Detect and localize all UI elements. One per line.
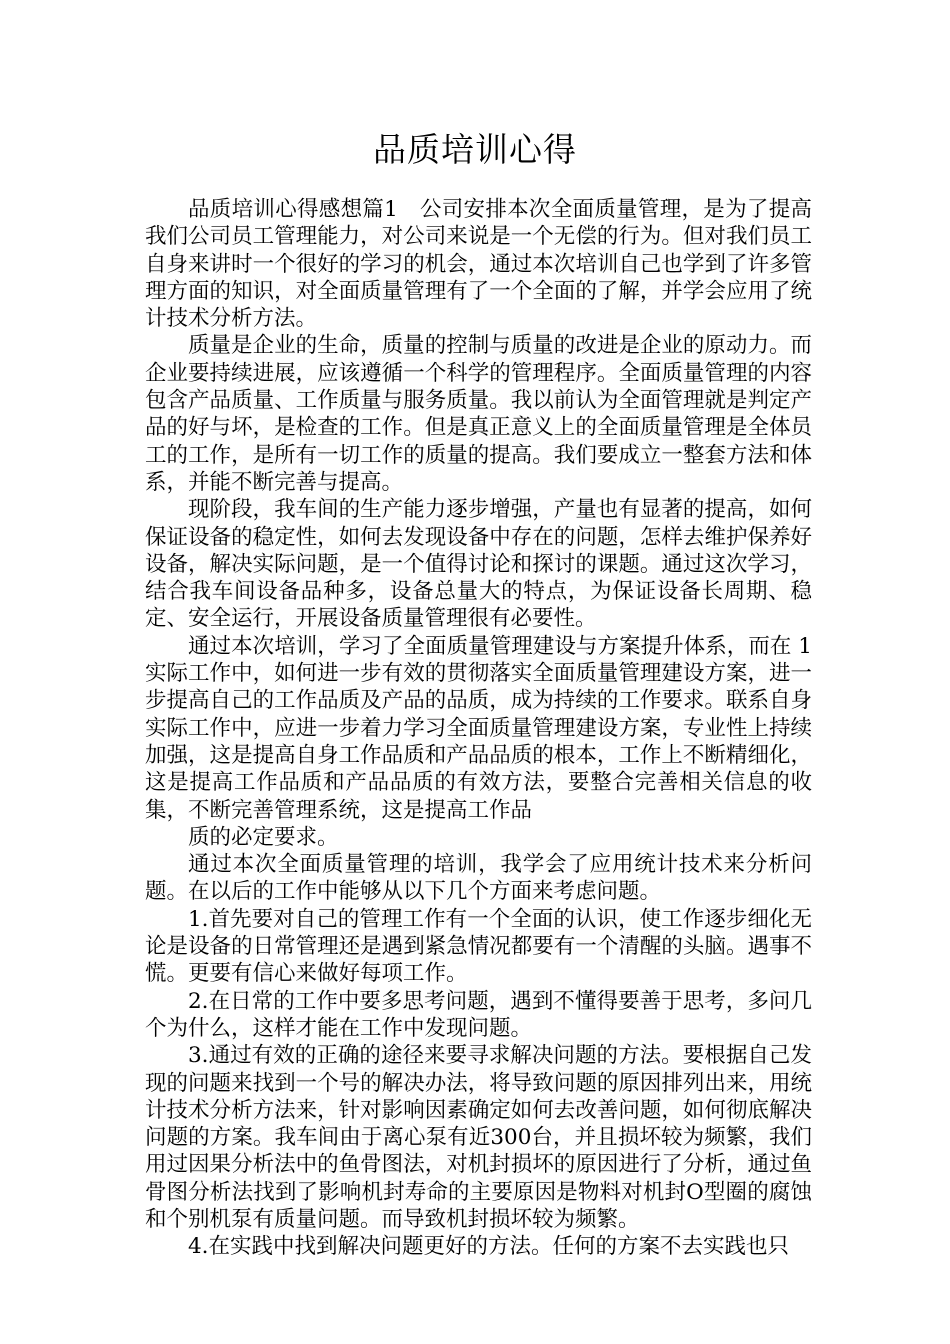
paragraph-5: 通过本次全面质量管理的培训，我学会了应用统计技术来分析问题。在以后的工作中能够从以下几个方面来考虑问题。 (145, 852, 812, 905)
document-body (145, 196, 812, 1261)
list-item-1: 1.首先要对自己的管理工作有一个全面的认识，使工作逐步细化无论是设备的日常管理还是遇到紧急情况都要有一个清醒的头脑。遇事不慌。更要有信心来做好每项工作。 (145, 906, 812, 987)
paragraph-3: 现阶段，我车间的生产能力逐步增强，产量也有显著的提高，如何保证设备的稳定性，如何去发现设备中存在的问题，怎样去维护保养好设备，解决实际问题，是一个值得讨论和探讨的课题。通过这次学习，结合我车间设备品种多，设备总量大的特点，为保证设备长周期、稳定、安全运行，开展设备质量管理很有必要性。 (145, 497, 812, 632)
paragraph-4: 通过本次培训，学习了全面质量管理建设与方案提升体系，而在 1 实际工作中，如何进一步有效的贯彻落实全面质量管理建设方案，进一步提高自己的工作品质及产品的品质，成为持续的工作要求。联系自身实际工作中，应进一步着力学习全面质量管理建设方案，专业性上持续加强，这是提高自身工作品质和产品品质的根本，工作上不断精细化，这是提高工作品质和产品品质的有效方法，要整合完善相关信息的收集，不断完善管理系统，这是提高工作品 (145, 633, 812, 823)
paragraph-4-continuation: 质的必定要求。 (188, 824, 339, 850)
paragraph-1: 品质培训心得感想篇1 公司安排本次全面质量管理，是为了提高我们公司员工管理能力，对公司来说是一个无偿的行为。但对我们员工自身来讲时一个很好的学习的机会，通过本次培训自己也学到了许多管理方面的知识，对全面质量管理有了一个全面的了解，并学会应用了统计技术分析方法。 (145, 197, 812, 332)
list-item-2: 2.在日常的工作中要多思考问题，遇到不懂得要善于思考，多问几个为什么，这样才能在工作中发现问题。 (145, 988, 812, 1041)
list-item-3: 3.通过有效的正确的途径来要寻求解决问题的方法。要根据自己发现的问题来找到一个号的解决办法，将导致问题的原因排列出来，用统计技术分析方法来，针对影响因素确定如何去改善问题，如何彻底解决问题的方案。我车间由于离心泵有近300台，并且损坏较为频繁，我们用过因果分析法中的鱼骨图法，对机封损坏的原因进行了分析，通过鱼骨图分析法找到了影响机封寿命的主要原因是物料对机封O型圈的腐蚀和个别机泵有质量问题。而导致机封损坏较为频繁。 (145, 1043, 812, 1232)
paragraph-2: 质量是企业的生命，质量的控制与质量的改进是企业的原动力。而企业要持续进展，应该遵循一个科学的管理程序。全面质量管理的内容包含产品质量、工作质量与服务质量。我以前认为全面管理就是判定产品的好与坏，是检查的工作。但是真正意义上的全面质量管理是全体员工的工作，是所有一切工作的质量的提高。我们要成立一整套方法和体系，并能不断完善与提高。 (145, 333, 812, 495)
document-title: 品质培训心得 (373, 130, 577, 169)
list-item-4: 4.在实践中找到解决问题更好的方法。任何的方案不去实践也只 (188, 1234, 790, 1260)
